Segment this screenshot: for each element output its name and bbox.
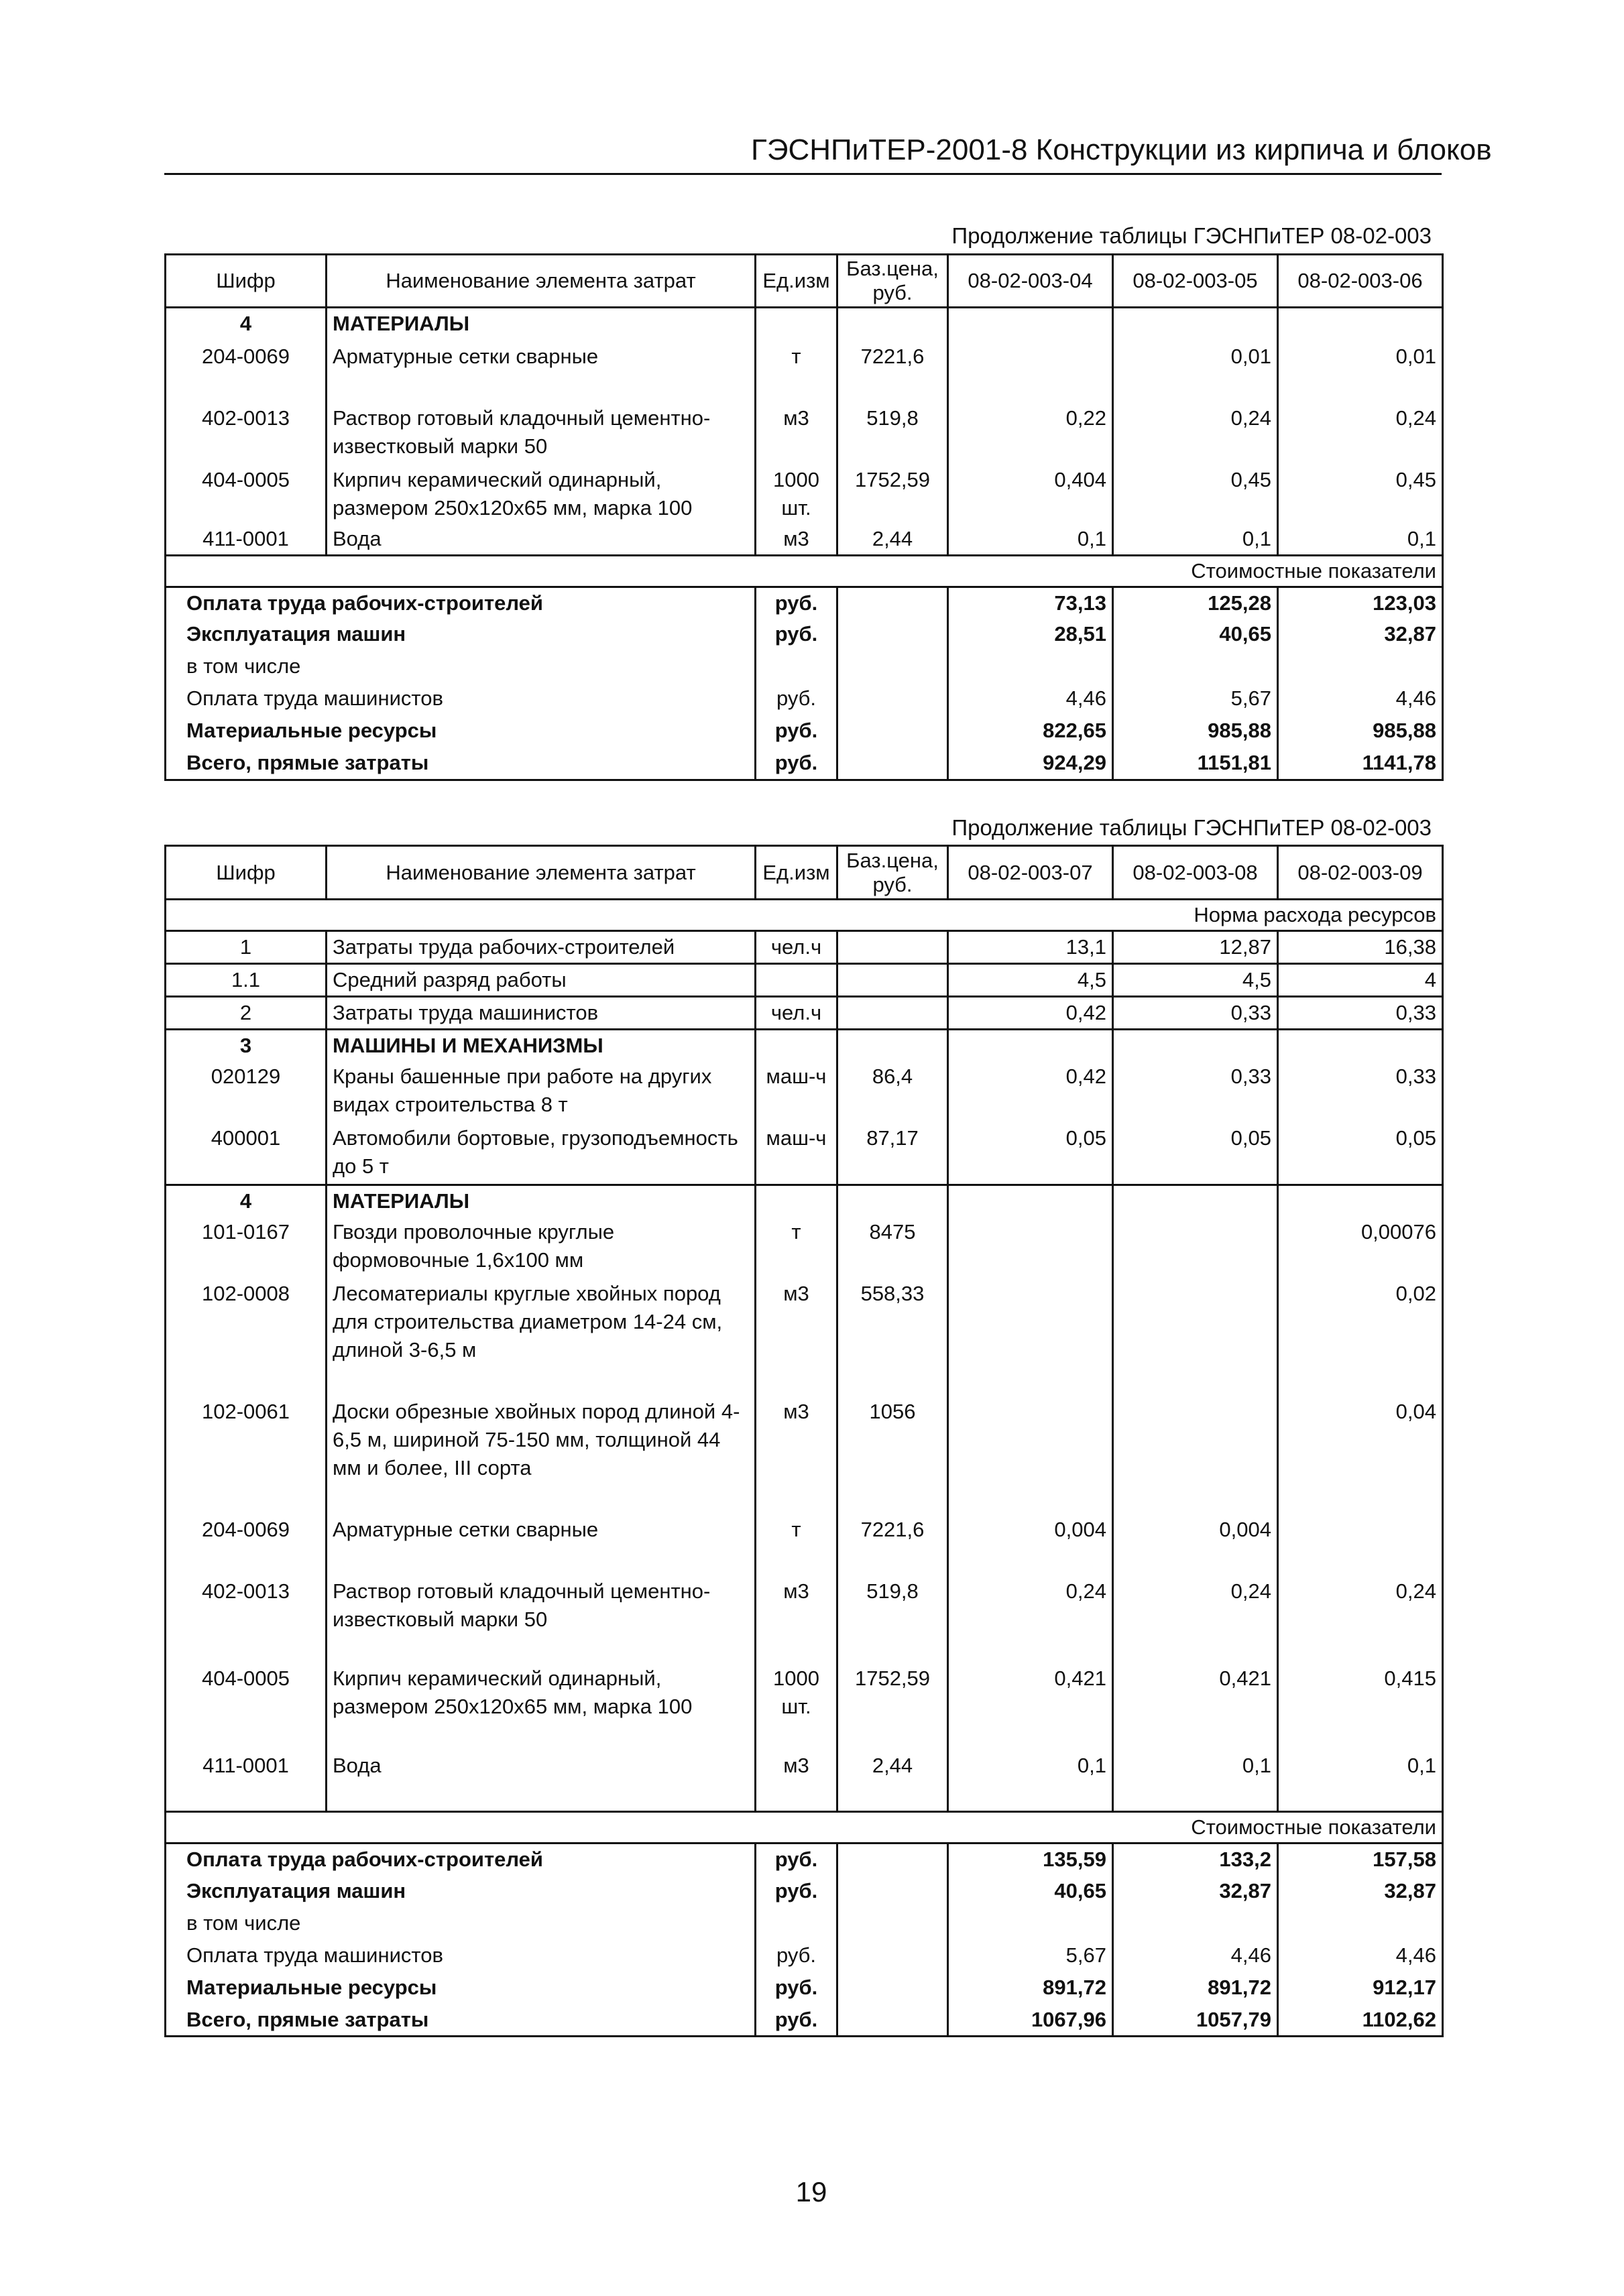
- resource-base-price: 519,8: [837, 403, 948, 465]
- resource-base-price: [837, 964, 948, 997]
- table-row: [166, 1514, 1443, 1576]
- table-header-row: [166, 255, 1443, 308]
- header-rule: [164, 173, 1442, 175]
- resource-code: 101-0167: [166, 1217, 327, 1278]
- norm-value: 0,33: [1278, 1061, 1443, 1123]
- table-row: [166, 1030, 1443, 1062]
- resource-name: МАТЕРИАЛЫ: [327, 308, 756, 341]
- resource-unit: т: [756, 1514, 837, 1576]
- summary-empty-cell: [837, 683, 948, 715]
- table1-body: [166, 308, 1443, 556]
- resource-unit: т: [756, 1217, 837, 1278]
- resource-unit: т: [756, 341, 837, 403]
- norm-value: [948, 308, 1113, 341]
- cost-value: [1113, 1908, 1278, 1940]
- resource-base-price: 1752,59: [837, 1663, 948, 1750]
- resource-code: 2: [166, 997, 327, 1030]
- cost-value: 1067,96: [948, 2004, 1113, 2037]
- norm-value: [1113, 1278, 1278, 1396]
- summary-empty-cell: [837, 619, 948, 651]
- resource-code: 402-0013: [166, 403, 327, 465]
- summary-unit: [756, 1908, 837, 1940]
- summary-empty-cell: [837, 1844, 948, 1876]
- summary-empty-cell: [837, 587, 948, 619]
- cost-value: 4,46: [1113, 1940, 1278, 1972]
- table-row: [166, 1217, 1443, 1278]
- table-row: [166, 1576, 1443, 1663]
- norm-value: [1113, 1396, 1278, 1514]
- norm-value: 16,38: [1278, 931, 1443, 964]
- cost-value: 985,88: [1113, 715, 1278, 747]
- resource-unit: 1000 шт.: [756, 1663, 837, 1750]
- summary-unit: руб.: [756, 1844, 837, 1876]
- norm-value: 0,004: [948, 1514, 1113, 1576]
- summary-label: Всего, прямые затраты: [166, 747, 756, 780]
- cost-value: 5,67: [948, 1940, 1113, 1972]
- norm-value: 0,1: [948, 524, 1113, 556]
- table-row: [166, 308, 1443, 341]
- norm-value: 0,404: [948, 465, 1113, 524]
- column-header-price: Баз.цена, руб.: [837, 255, 948, 308]
- resource-code: 1: [166, 931, 327, 964]
- norm-value: 0,1: [1278, 1750, 1443, 1812]
- norm-value: [1113, 1217, 1278, 1278]
- column-header-unit: Ед.изм: [756, 846, 837, 900]
- summary-unit: руб.: [756, 619, 837, 651]
- cost-value: 924,29: [948, 747, 1113, 780]
- cost-value: 912,17: [1278, 1972, 1443, 2004]
- table-row: [166, 1185, 1443, 1217]
- resource-base-price: [837, 1030, 948, 1062]
- cost-value: [948, 1908, 1113, 1940]
- cost-value: 73,13: [948, 587, 1113, 619]
- resource-base-price: 2,44: [837, 524, 948, 556]
- resource-unit: м3: [756, 524, 837, 556]
- resource-name: Затраты труда рабочих-строителей: [327, 931, 756, 964]
- resource-code: 411-0001: [166, 1750, 327, 1812]
- table-row: [166, 931, 1443, 964]
- resource-code: 411-0001: [166, 524, 327, 556]
- summary-unit: руб.: [756, 747, 837, 780]
- cost-value: 32,87: [1113, 1876, 1278, 1908]
- resource-base-price: 8475: [837, 1217, 948, 1278]
- norm-value: 0,1: [948, 1750, 1113, 1812]
- norm-value: 0,02: [1278, 1278, 1443, 1396]
- resource-name: Кирпич керамический одинарный, размером 250x120x65 мм, марка 100: [327, 1663, 756, 1750]
- column-header-norm-code: 08-02-003-05: [1113, 255, 1278, 308]
- norm-value: 0,05: [948, 1123, 1113, 1185]
- summary-row: [166, 683, 1443, 715]
- page-number: 19: [795, 2176, 827, 2208]
- summary-empty-cell: [837, 1876, 948, 1908]
- table1-caption: Продолжение таблицы ГЭСНПиТЕР 08-02-003: [951, 223, 1432, 248]
- summary-empty-cell: [837, 715, 948, 747]
- cost-value: [948, 651, 1113, 683]
- norm-value: 12,87: [1113, 931, 1278, 964]
- cost-value: 4,46: [1278, 1940, 1443, 1972]
- norm-value: [948, 341, 1113, 403]
- summary-empty-cell: [837, 2004, 948, 2037]
- norm-value: 0,04: [1278, 1396, 1443, 1514]
- resource-code: 020129: [166, 1061, 327, 1123]
- summary-empty-cell: [837, 651, 948, 683]
- summary-empty-cell: [837, 747, 948, 780]
- resource-unit: чел.ч: [756, 997, 837, 1030]
- resource-table-1: [164, 253, 1444, 781]
- norm-value: 0,421: [948, 1663, 1113, 1750]
- norm-value: 0,421: [1113, 1663, 1278, 1750]
- norm-value: [1278, 1030, 1443, 1062]
- norm-value: 0,24: [1278, 403, 1443, 465]
- resource-base-price: [837, 997, 948, 1030]
- resource-unit: [756, 1030, 837, 1062]
- column-header-norm-code: 08-02-003-07: [948, 846, 1113, 900]
- resource-name: Раствор готовый кладочный цементно-известковый марки 50: [327, 1576, 756, 1663]
- table2-summary: [166, 1844, 1443, 2037]
- column-header-code: Шифр: [166, 255, 327, 308]
- summary-unit: руб.: [756, 683, 837, 715]
- resource-name: Арматурные сетки сварные: [327, 341, 756, 403]
- resource-code: 204-0069: [166, 1514, 327, 1576]
- norm-value: 0,33: [1278, 997, 1443, 1030]
- summary-empty-cell: [837, 1972, 948, 2004]
- resource-unit: м3: [756, 1396, 837, 1514]
- resource-base-price: 86,4: [837, 1061, 948, 1123]
- norm-value: 0,24: [948, 1576, 1113, 1663]
- cost-value: [1278, 1908, 1443, 1940]
- resource-name: Доски обрезные хвойных пород длиной 4-6,5 м, шириной 75-150 мм, толщиной 44 мм и более, III сорта: [327, 1396, 756, 1514]
- summary-unit: руб.: [756, 2004, 837, 2037]
- norm-bar-label: Норма расхода ресурсов: [166, 900, 1443, 931]
- summary-label: Оплата труда рабочих-строителей: [166, 1844, 756, 1876]
- cost-value: 985,88: [1278, 715, 1443, 747]
- resource-base-price: 519,8: [837, 1576, 948, 1663]
- cost-value: 157,58: [1278, 1844, 1443, 1876]
- document-header-title: ГЭСНПиТЕР-2001-8 Конструкции из кирпича и блоков: [751, 133, 1492, 166]
- resource-unit: м3: [756, 403, 837, 465]
- resource-base-price: 7221,6: [837, 341, 948, 403]
- cost-value: 32,87: [1278, 1876, 1443, 1908]
- table1-summary: [166, 587, 1443, 780]
- resource-unit: чел.ч: [756, 931, 837, 964]
- summary-row: [166, 715, 1443, 747]
- norm-value: [1278, 1185, 1443, 1217]
- table-row: [166, 1123, 1443, 1185]
- norm-value: 0,42: [948, 997, 1113, 1030]
- cost-value: 1141,78: [1278, 747, 1443, 780]
- cost-value: 891,72: [1113, 1972, 1278, 2004]
- summary-row: [166, 1908, 1443, 1940]
- norm-value: [1113, 1185, 1278, 1217]
- cost-value: 125,28: [1113, 587, 1278, 619]
- cost-indicators-label: Стоимостные показатели: [166, 555, 1443, 587]
- norm-value: 0,1: [1278, 524, 1443, 556]
- column-header-name: Наименование элемента затрат: [327, 255, 756, 308]
- cost-value: [1278, 651, 1443, 683]
- norm-value: 0,22: [948, 403, 1113, 465]
- column-header-name: Наименование элемента затрат: [327, 846, 756, 900]
- resource-code: 3: [166, 1030, 327, 1062]
- cost-value: 1057,79: [1113, 2004, 1278, 2037]
- summary-row: [166, 1940, 1443, 1972]
- norm-value: 0,33: [1113, 997, 1278, 1030]
- resource-unit: м3: [756, 1750, 837, 1812]
- table-row: [166, 524, 1443, 556]
- resource-name: МАШИНЫ И МЕХАНИЗМЫ: [327, 1030, 756, 1062]
- cost-value: 4,46: [1278, 683, 1443, 715]
- summary-row: [166, 747, 1443, 780]
- summary-label: Эксплуатация машин: [166, 1876, 756, 1908]
- summary-label: Эксплуатация машин: [166, 619, 756, 651]
- cost-value: 133,2: [1113, 1844, 1278, 1876]
- cost-value: 32,87: [1278, 619, 1443, 651]
- table2-body: [166, 931, 1443, 1812]
- summary-row: [166, 1844, 1443, 1876]
- summary-unit: [756, 651, 837, 683]
- column-header-unit: Ед.изм: [756, 255, 837, 308]
- resource-base-price: 558,33: [837, 1278, 948, 1396]
- resource-name: Вода: [327, 1750, 756, 1812]
- resource-code: 204-0069: [166, 341, 327, 403]
- resource-code: 1.1: [166, 964, 327, 997]
- resource-code: 404-0005: [166, 465, 327, 524]
- resource-base-price: [837, 308, 948, 341]
- norm-value: 0,1: [1113, 524, 1278, 556]
- cost-value: 1102,62: [1278, 2004, 1443, 2037]
- cost-value: 28,51: [948, 619, 1113, 651]
- summary-unit: руб.: [756, 715, 837, 747]
- table-row: [166, 403, 1443, 465]
- summary-label: Оплата труда машинистов: [166, 683, 756, 715]
- cost-value: 123,03: [1278, 587, 1443, 619]
- resource-name: МАТЕРИАЛЫ: [327, 1185, 756, 1217]
- resource-code: 400001: [166, 1123, 327, 1185]
- summary-row: [166, 2004, 1443, 2037]
- cost-value: 40,65: [1113, 619, 1278, 651]
- summary-unit: руб.: [756, 1972, 837, 2004]
- resource-base-price: 2,44: [837, 1750, 948, 1812]
- summary-empty-cell: [837, 1908, 948, 1940]
- resource-code: 404-0005: [166, 1663, 327, 1750]
- resource-name: Вода: [327, 524, 756, 556]
- table-row: [166, 465, 1443, 524]
- summary-row: [166, 1876, 1443, 1908]
- column-header-code: Шифр: [166, 846, 327, 900]
- resource-name: Раствор готовый кладочный цементно-известковый марки 50: [327, 403, 756, 465]
- summary-label: Всего, прямые затраты: [166, 2004, 756, 2037]
- resource-unit: м3: [756, 1278, 837, 1396]
- summary-row: [166, 651, 1443, 683]
- resource-name: Затраты труда машинистов: [327, 997, 756, 1030]
- norm-value: 4,5: [948, 964, 1113, 997]
- norm-value: [948, 1030, 1113, 1062]
- table-row: [166, 1663, 1443, 1750]
- cost-value: 891,72: [948, 1972, 1113, 2004]
- norm-value: 0,1: [1113, 1750, 1278, 1812]
- resource-base-price: [837, 1185, 948, 1217]
- resource-base-price: 1752,59: [837, 465, 948, 524]
- resource-code: 102-0008: [166, 1278, 327, 1396]
- norm-value: 0,415: [1278, 1663, 1443, 1750]
- resource-name: Лесоматериалы круглые хвойных пород для строительства диаметром 14-24 см, длиной 3-6,5 м: [327, 1278, 756, 1396]
- column-header-norm-code: 08-02-003-04: [948, 255, 1113, 308]
- resource-name: Кирпич керамический одинарный, размером 250x120x65 мм, марка 100: [327, 465, 756, 524]
- norm-value: [1278, 308, 1443, 341]
- cost-value: 1151,81: [1113, 747, 1278, 780]
- column-header-norm-code: 08-02-003-08: [1113, 846, 1278, 900]
- resource-unit: [756, 964, 837, 997]
- cost-indicators-bar: [166, 555, 1443, 587]
- resource-base-price: [837, 931, 948, 964]
- summary-label: Оплата труда рабочих-строителей: [166, 587, 756, 619]
- table-row: [166, 341, 1443, 403]
- summary-row: [166, 619, 1443, 651]
- summary-label: в том числе: [166, 651, 756, 683]
- norm-value: [948, 1278, 1113, 1396]
- norm-value: 0,24: [1278, 1576, 1443, 1663]
- summary-row: [166, 587, 1443, 619]
- norm-value: 0,42: [948, 1061, 1113, 1123]
- column-header-norm-code: 08-02-003-09: [1278, 846, 1443, 900]
- norm-value: 13,1: [948, 931, 1113, 964]
- resource-unit: маш-ч: [756, 1123, 837, 1185]
- norm-value: 0,24: [1113, 1576, 1278, 1663]
- norm-value: [948, 1185, 1113, 1217]
- norm-value: 0,24: [1113, 403, 1278, 465]
- cost-value: 822,65: [948, 715, 1113, 747]
- column-header-price: Баз.цена, руб.: [837, 846, 948, 900]
- norm-value: 0,01: [1113, 341, 1278, 403]
- resource-unit: м3: [756, 1576, 837, 1663]
- column-header-norm-code: 08-02-003-06: [1278, 255, 1443, 308]
- norm-value: 0,45: [1278, 465, 1443, 524]
- resource-name: Гвозди проволочные круглые формовочные 1,6x100 мм: [327, 1217, 756, 1278]
- norm-value: [948, 1396, 1113, 1514]
- norm-value: 0,00076: [1278, 1217, 1443, 1278]
- norm-value: [1113, 308, 1278, 341]
- summary-row: [166, 1972, 1443, 2004]
- resource-name: Автомобили бортовые, грузоподъемность до 5 т: [327, 1123, 756, 1185]
- table-row: [166, 1396, 1443, 1514]
- resource-unit: [756, 308, 837, 341]
- table2-caption: Продолжение таблицы ГЭСНПиТЕР 08-02-003: [951, 815, 1432, 840]
- resource-unit: маш-ч: [756, 1061, 837, 1123]
- cost-value: [1113, 651, 1278, 683]
- cost-value: 40,65: [948, 1876, 1113, 1908]
- resource-name: Краны башенные при работе на других видах строительства 8 т: [327, 1061, 756, 1123]
- norm-value: 0,33: [1113, 1061, 1278, 1123]
- summary-label: в том числе: [166, 1908, 756, 1940]
- norm-value: 4,5: [1113, 964, 1278, 997]
- norm-value: 4: [1278, 964, 1443, 997]
- resource-base-price: 1056: [837, 1396, 948, 1514]
- norm-value: 0,45: [1113, 465, 1278, 524]
- summary-unit: руб.: [756, 1876, 837, 1908]
- cost-value: 4,46: [948, 683, 1113, 715]
- norm-value: 0,05: [1278, 1123, 1443, 1185]
- norm-bar: [166, 900, 1443, 931]
- table-header-row: [166, 846, 1443, 900]
- resource-base-price: 87,17: [837, 1123, 948, 1185]
- summary-label: Материальные ресурсы: [166, 715, 756, 747]
- norm-value: 0,01: [1278, 341, 1443, 403]
- resource-code: 4: [166, 1185, 327, 1217]
- summary-label: Оплата труда машинистов: [166, 1940, 756, 1972]
- resource-base-price: 7221,6: [837, 1514, 948, 1576]
- table-row: [166, 1278, 1443, 1396]
- cost-value: 135,59: [948, 1844, 1113, 1876]
- summary-empty-cell: [837, 1940, 948, 1972]
- resource-name: Средний разряд работы: [327, 964, 756, 997]
- table-row: [166, 964, 1443, 997]
- resource-code: 4: [166, 308, 327, 341]
- cost-indicators-label: Стоимостные показатели: [166, 1812, 1443, 1844]
- summary-unit: руб.: [756, 587, 837, 619]
- norm-value: 0,05: [1113, 1123, 1278, 1185]
- norm-value: 0,004: [1113, 1514, 1278, 1576]
- norm-value: [1278, 1514, 1443, 1576]
- resource-unit: [756, 1185, 837, 1217]
- summary-unit: руб.: [756, 1940, 837, 1972]
- cost-indicators-bar: [166, 1812, 1443, 1844]
- table-row: [166, 1061, 1443, 1123]
- table-row: [166, 997, 1443, 1030]
- resource-code: 402-0013: [166, 1576, 327, 1663]
- norm-value: [948, 1217, 1113, 1278]
- cost-value: 5,67: [1113, 683, 1278, 715]
- norm-value: [1113, 1030, 1278, 1062]
- summary-label: Материальные ресурсы: [166, 1972, 756, 2004]
- resource-code: 102-0061: [166, 1396, 327, 1514]
- resource-unit: 1000 шт.: [756, 465, 837, 524]
- table-row: [166, 1750, 1443, 1812]
- resource-table-2: [164, 845, 1444, 2037]
- resource-name: Арматурные сетки сварные: [327, 1514, 756, 1576]
